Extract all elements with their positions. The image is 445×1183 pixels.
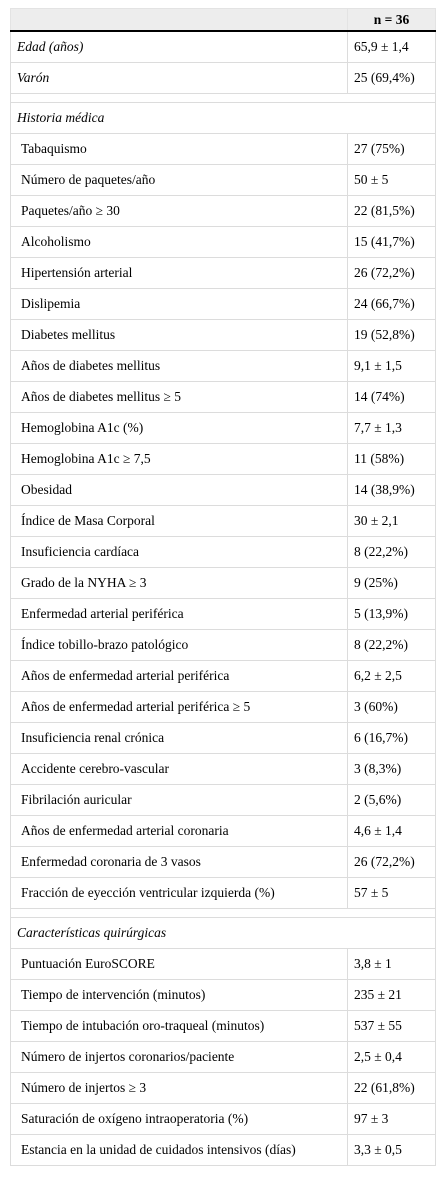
row-label: Paquetes/año ≥ 30	[11, 196, 348, 227]
row-label: Tiempo de intervención (minutos)	[11, 980, 348, 1011]
row-label: Insuficiencia renal crónica	[11, 723, 348, 754]
row-label: Fracción de eyección ventricular izquierda (%)	[11, 878, 348, 909]
row-value: 2 (5,6%)	[348, 785, 436, 816]
table-row	[11, 258, 436, 289]
table-row	[11, 754, 436, 785]
row-value: 4,6 ± 1,4	[348, 816, 436, 847]
row-value: 22 (81,5%)	[348, 196, 436, 227]
table-row	[11, 134, 436, 165]
row-value: 26 (72,2%)	[348, 847, 436, 878]
header-n-cell: n = 36	[348, 9, 436, 32]
row-label: Hemoglobina A1c (%)	[11, 413, 348, 444]
row-value: 57 ± 5	[348, 878, 436, 909]
row-label: Fibrilación auricular	[11, 785, 348, 816]
row-label: Saturación de oxígeno intraoperatoria (%)	[11, 1104, 348, 1135]
row-label: Dislipemia	[11, 289, 348, 320]
row-value: 26 (72,2%)	[348, 258, 436, 289]
row-value: 9,1 ± 1,5	[348, 351, 436, 382]
row-value: 3,3 ± 0,5	[348, 1135, 436, 1166]
baseline-characteristics-table	[10, 8, 436, 1166]
row-label: Años de diabetes mellitus ≥ 5	[11, 382, 348, 413]
section-spacer	[11, 94, 436, 103]
row-value: 6,2 ± 2,5	[348, 661, 436, 692]
row-value: 6 (16,7%)	[348, 723, 436, 754]
row-label: Tabaquismo	[11, 134, 348, 165]
row-value: 24 (66,7%)	[348, 289, 436, 320]
table-row	[11, 949, 436, 980]
spacer-cell	[348, 909, 436, 918]
row-value: 25 (69,4%)	[348, 63, 436, 94]
row-value: 235 ± 21	[348, 980, 436, 1011]
row-label: Enfermedad coronaria de 3 vasos	[11, 847, 348, 878]
row-value: 15 (41,7%)	[348, 227, 436, 258]
table-row	[11, 847, 436, 878]
table-row	[11, 63, 436, 94]
section-title: Características quirúrgicas	[11, 918, 436, 949]
row-value: 50 ± 5	[348, 165, 436, 196]
row-value: 3,8 ± 1	[348, 949, 436, 980]
table-row	[11, 785, 436, 816]
row-value: 8 (22,2%)	[348, 537, 436, 568]
table-row	[11, 165, 436, 196]
row-value: 5 (13,9%)	[348, 599, 436, 630]
table-row	[11, 568, 436, 599]
row-value: 537 ± 55	[348, 1011, 436, 1042]
row-label: Estancia en la unidad de cuidados intensivos (días)	[11, 1135, 348, 1166]
row-value: 14 (74%)	[348, 382, 436, 413]
row-value: 19 (52,8%)	[348, 320, 436, 351]
table-row	[11, 475, 436, 506]
table-row	[11, 1073, 436, 1104]
section-header-row	[11, 918, 436, 949]
row-label: Años de enfermedad arterial periférica	[11, 661, 348, 692]
table-row	[11, 878, 436, 909]
row-label: Número de injertos ≥ 3	[11, 1073, 348, 1104]
row-label: Tiempo de intubación oro-traqueal (minutos)	[11, 1011, 348, 1042]
row-value: 14 (38,9%)	[348, 475, 436, 506]
table-row	[11, 816, 436, 847]
table-row	[11, 599, 436, 630]
row-value: 65,9 ± 1,4	[348, 31, 436, 63]
table-row	[11, 661, 436, 692]
row-label: Índice de Masa Corporal	[11, 506, 348, 537]
row-label: Índice tobillo-brazo patológico	[11, 630, 348, 661]
row-value: 11 (58%)	[348, 444, 436, 475]
row-label: Enfermedad arterial periférica	[11, 599, 348, 630]
row-label: Grado de la NYHA ≥ 3	[11, 568, 348, 599]
row-value: 3 (60%)	[348, 692, 436, 723]
table-row	[11, 413, 436, 444]
row-label: Hemoglobina A1c ≥ 7,5	[11, 444, 348, 475]
table-row	[11, 1042, 436, 1073]
row-value: 2,5 ± 0,4	[348, 1042, 436, 1073]
row-label: Varón	[11, 63, 348, 94]
header-label-cell	[11, 9, 348, 32]
table-row	[11, 1135, 436, 1166]
spacer-cell	[11, 94, 348, 103]
table-row	[11, 320, 436, 351]
row-label: Años de enfermedad arterial coronaria	[11, 816, 348, 847]
row-value: 22 (61,8%)	[348, 1073, 436, 1104]
row-label: Edad (años)	[11, 31, 348, 63]
row-label: Años de diabetes mellitus	[11, 351, 348, 382]
table-row	[11, 723, 436, 754]
row-label: Hipertensión arterial	[11, 258, 348, 289]
table-row	[11, 692, 436, 723]
row-label: Puntuación EuroSCORE	[11, 949, 348, 980]
table-row	[11, 289, 436, 320]
row-value: 3 (8,3%)	[348, 754, 436, 785]
table-row	[11, 196, 436, 227]
table-row	[11, 1011, 436, 1042]
table-row	[11, 382, 436, 413]
row-label: Número de injertos coronarios/paciente	[11, 1042, 348, 1073]
table-header-row	[11, 9, 436, 32]
table-row	[11, 630, 436, 661]
row-value: 30 ± 2,1	[348, 506, 436, 537]
table-row	[11, 31, 436, 63]
row-label: Número de paquetes/año	[11, 165, 348, 196]
row-label: Alcoholismo	[11, 227, 348, 258]
row-label: Insuficiencia cardíaca	[11, 537, 348, 568]
section-header-row	[11, 103, 436, 134]
table-row	[11, 537, 436, 568]
row-label: Años de enfermedad arterial periférica ≥ 5	[11, 692, 348, 723]
section-title: Historia médica	[11, 103, 436, 134]
table-row	[11, 444, 436, 475]
spacer-cell	[11, 909, 348, 918]
row-label: Diabetes mellitus	[11, 320, 348, 351]
table-body	[11, 31, 436, 1166]
section-spacer	[11, 909, 436, 918]
spacer-cell	[348, 94, 436, 103]
table-row	[11, 351, 436, 382]
row-value: 27 (75%)	[348, 134, 436, 165]
row-label: Obesidad	[11, 475, 348, 506]
table-row	[11, 227, 436, 258]
row-value: 9 (25%)	[348, 568, 436, 599]
table-row	[11, 1104, 436, 1135]
table-row	[11, 980, 436, 1011]
row-label: Accidente cerebro-vascular	[11, 754, 348, 785]
row-value: 97 ± 3	[348, 1104, 436, 1135]
table-row	[11, 506, 436, 537]
row-value: 8 (22,2%)	[348, 630, 436, 661]
row-value: 7,7 ± 1,3	[348, 413, 436, 444]
